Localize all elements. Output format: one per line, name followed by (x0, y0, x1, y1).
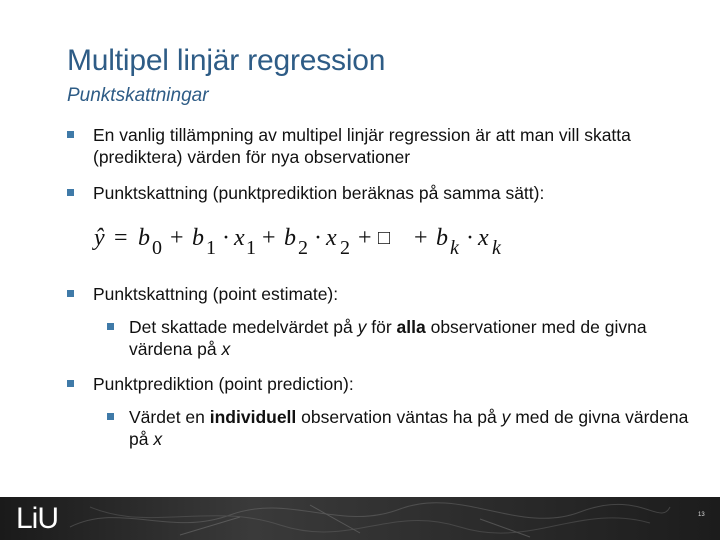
bullet-marker (107, 323, 114, 330)
bullet-marker (67, 131, 74, 138)
footer-texture (60, 497, 680, 540)
formula-ellipsis-box: □ (378, 227, 391, 249)
formula-term: x (326, 225, 337, 251)
formula-lhs: ŷ (94, 225, 105, 251)
formula-svg (94, 218, 524, 262)
text-segment: observation väntas ha på (296, 407, 502, 427)
bullet-text: En vanlig tillämpning av multipel linjär regression är att man vill skatta (prediktera) värden för nya observationer (93, 125, 631, 167)
text-segment: med de givna värdena på (129, 407, 689, 449)
variable-x: x (153, 429, 163, 449)
bullet-marker (67, 380, 74, 387)
formula-term: x (234, 225, 245, 251)
sub-bullet-text (129, 407, 688, 449)
formula-op: + (170, 225, 184, 251)
formula-subscript: k (450, 237, 459, 259)
formula-term: b (138, 225, 150, 251)
bullet-4 (93, 373, 693, 395)
emphasis-bold: individuell (209, 407, 297, 427)
sub-bullet-text (129, 317, 647, 359)
bullet-marker (107, 413, 114, 420)
formula-eq: = (114, 225, 128, 251)
variable-x: x (221, 339, 231, 359)
bullet-marker (67, 290, 74, 297)
variable-y: y (501, 407, 511, 427)
liu-logo: LiU (16, 502, 59, 535)
bullet-2 (93, 182, 693, 204)
formula-subscript: 2 (340, 237, 350, 259)
formula-term: b (192, 225, 204, 251)
footer-bar (0, 497, 720, 540)
formula-subscript: k (492, 237, 501, 259)
formula-op: + (358, 225, 372, 251)
formula-op: · (222, 225, 230, 251)
formula-subscript: 0 (152, 237, 162, 259)
text-segment: för (366, 317, 397, 337)
formula-subscript: 2 (298, 237, 308, 259)
formula-term: b (284, 225, 296, 251)
bullet-marker (67, 189, 74, 196)
formula-term: b (436, 225, 448, 251)
slide-title: Multipel linjär regression (67, 44, 386, 77)
text-segment: Värdet en (129, 407, 210, 427)
bullet-1 (93, 124, 693, 168)
formula-op: · (466, 225, 474, 251)
bullet-text: Punktprediktion (point prediction): (93, 374, 354, 394)
bullet-3 (93, 283, 693, 305)
formula-op: + (414, 225, 428, 251)
slide-subtitle: Punktskattningar (67, 85, 209, 106)
variable-y: y (357, 317, 367, 337)
emphasis-bold: alla (396, 317, 426, 337)
bullet-text: Punktskattning (punktprediktion beräknas på samma sätt): (93, 183, 545, 203)
formula-op: + (262, 225, 276, 251)
formula-op: · (314, 225, 322, 251)
formula-term: x (478, 225, 489, 251)
regression-formula (94, 218, 524, 262)
sub-bullet-2 (129, 406, 689, 450)
text-segment: observationer med de givna värdena på (129, 317, 647, 359)
sub-bullet-1 (129, 316, 689, 360)
formula-subscript: 1 (206, 237, 216, 259)
text-segment: Det skattade medelvärdet på (129, 317, 358, 337)
formula-subscript: 1 (246, 237, 256, 259)
page-number: 13 (698, 512, 705, 518)
bullet-text: Punktskattning (point estimate): (93, 284, 339, 304)
